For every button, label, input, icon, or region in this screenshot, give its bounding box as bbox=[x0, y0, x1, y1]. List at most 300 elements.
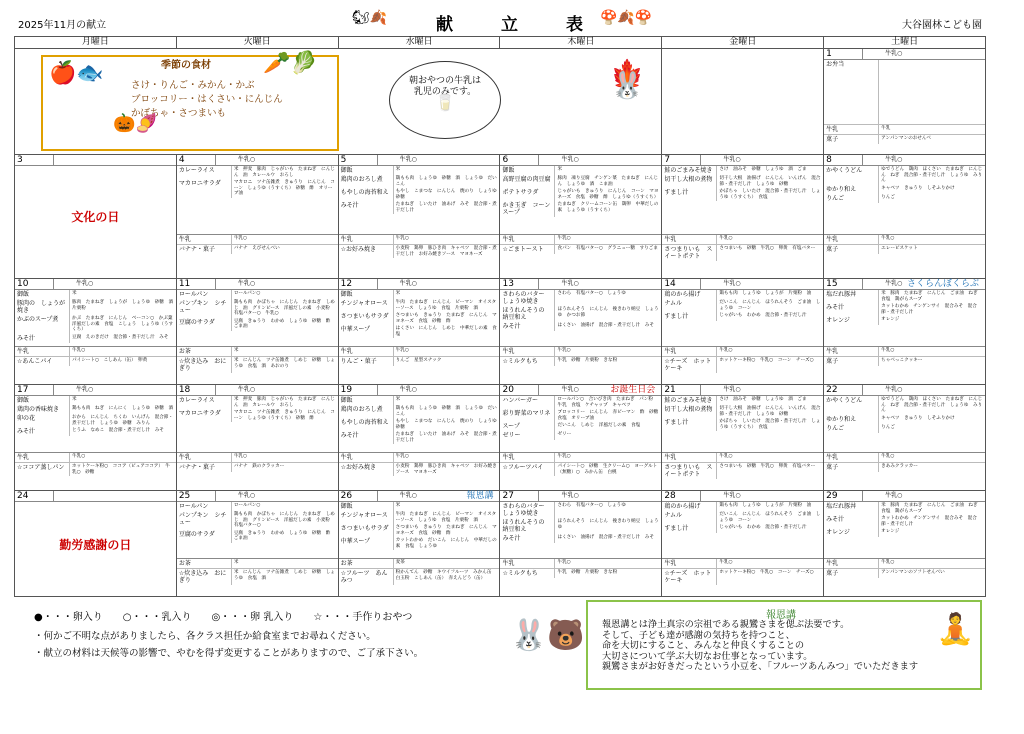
snack-name: 牛乳 bbox=[662, 347, 717, 356]
menu-dish: みそ汁 bbox=[500, 322, 555, 331]
menu-ingredients: かぶ たまねぎ にんじん ベーコン○ かぶ葉 洋風だしの素 食塩 こしょう しょうゆ（うすくち） bbox=[72, 316, 178, 332]
menu-row bbox=[339, 312, 500, 325]
day-cell-13 bbox=[500, 279, 662, 385]
snack-row bbox=[500, 235, 661, 245]
snack-ingredients: 牛乳○ bbox=[395, 348, 409, 353]
weekday-header: 水曜日 bbox=[338, 37, 500, 49]
menu-dish: かやくうどん bbox=[824, 166, 879, 185]
snack-row bbox=[339, 453, 500, 463]
menu-row bbox=[824, 415, 985, 424]
snack-name: 牛乳 bbox=[15, 347, 70, 356]
snack-ingredients: 牛乳○ bbox=[557, 236, 571, 241]
lunch-section bbox=[500, 166, 661, 235]
snack-name: 牛乳 bbox=[339, 453, 394, 462]
lunch-section bbox=[15, 396, 176, 453]
snack-row bbox=[500, 357, 661, 366]
snack-name: 牛乳 bbox=[662, 453, 717, 462]
snack-ingredients: バナナ 鉄のクラッカー bbox=[233, 464, 285, 469]
snack-ingredients: 牛乳○ bbox=[557, 348, 571, 353]
week-row bbox=[15, 155, 986, 279]
date-number: 10 牛乳○ bbox=[15, 279, 176, 290]
menu-row bbox=[824, 502, 985, 515]
snack-ingredients: 牛乳○ bbox=[395, 454, 409, 459]
fruit-icon: 🍎🐟 bbox=[49, 61, 104, 86]
menu-ingredients: はくさい 油揚げ 混合節・煮干だし汁 みそ bbox=[557, 535, 654, 540]
snack-name: バナナ・菓子 bbox=[177, 463, 232, 472]
event-label: お誕生日会 bbox=[610, 385, 656, 395]
menu-ingredients: さけ 油みそ 砂糖 しょうゆ 酒 ごま bbox=[719, 167, 807, 172]
month-label: 2025年11月の献立 bbox=[18, 20, 107, 31]
menu-row bbox=[177, 530, 338, 543]
menu-row bbox=[662, 405, 823, 418]
menu-dish: ゆかり和え bbox=[824, 415, 879, 424]
snack-ingredients: 米 bbox=[233, 560, 239, 565]
menu-row bbox=[662, 290, 823, 299]
menu-ingredients: ブロッコリー にんじん 赤ピーマン 酢 砂糖 食塩 オリーブ油 bbox=[557, 410, 663, 421]
menu-dish: さわらのバター しょうゆ焼き bbox=[500, 290, 555, 306]
menu-dish: ゼリー bbox=[500, 431, 555, 440]
snack-ingredients: きあみクラッカー bbox=[881, 464, 918, 469]
menu-ingredients: 切干し大根 油揚げ にんじん いんげん 混合節・煮干だし汁 しょうゆ 砂糖 bbox=[719, 406, 821, 417]
snack-ingredients: パイシート○ 砂糖 生クリーム○ ヨーグルト（無糖）○ みかん缶 白桃 bbox=[557, 464, 658, 475]
menu-dish: パンプキン シチュー bbox=[177, 299, 232, 318]
snack-name: 牛乳 bbox=[177, 453, 232, 462]
menu-table bbox=[14, 36, 986, 597]
menu-dish: 豚肉の しょうが焼き bbox=[15, 299, 70, 315]
menu-ingredients: ロールパン○ bbox=[233, 503, 261, 508]
menu-row bbox=[15, 427, 176, 436]
lunch-section bbox=[177, 290, 338, 347]
menu-ingredients: はくさい にんじん しめじ 中華だしの素 食塩 bbox=[395, 326, 497, 337]
menu-dish: さつまいもサラダ bbox=[339, 312, 394, 325]
menu-row bbox=[177, 179, 338, 198]
week-row bbox=[15, 279, 986, 385]
menu-dish: りんご bbox=[824, 194, 879, 203]
snack-row bbox=[824, 235, 985, 245]
snack-row bbox=[339, 559, 500, 569]
lunch-section bbox=[824, 166, 985, 235]
snack-ingredients: 米 にんじん ツナ缶雑煮 しめじ 砂糖 しょうゆ 食塩 酒 bbox=[233, 570, 335, 581]
day-cell-12 bbox=[338, 279, 500, 385]
date-number: 15 牛乳○ さくらんぼくらぶ bbox=[824, 279, 985, 290]
menu-dish: みそ汁 bbox=[500, 534, 555, 543]
menu-dish: 卯の花 bbox=[15, 414, 70, 427]
menu-ingredients: 豆腐 きゅうり わかめ しょうゆ 砂糖 酢 ごま油 bbox=[233, 318, 335, 329]
snack-row bbox=[824, 357, 985, 366]
menu-dish: スープ bbox=[500, 422, 555, 431]
menu-dish: ほうれんそうの 納豆和え bbox=[500, 518, 555, 534]
menu-ingredients: じゃがいも きゅうり にんじん コーン マヨネーズ 食塩 砂糖 酢 しょうゆ（うすくち） bbox=[557, 189, 659, 200]
menu-row bbox=[500, 175, 661, 188]
note-2: ・献立の材料は天候等の影響で、やむを得ず変更することがありますので、ご了承下さい。 bbox=[34, 648, 424, 659]
snack-row bbox=[500, 569, 661, 578]
milk-note-bubble: 朝おやつの牛乳は 乳児のみです。 🥛 bbox=[389, 61, 501, 139]
snack-name: ☆お好み焼き bbox=[339, 463, 394, 476]
menu-dish: みそ汁 bbox=[15, 334, 70, 343]
menu-row bbox=[339, 511, 500, 524]
menu-ingredients: 鶏もも肉 しょうゆ 砂糖 酒 しょうゆ だいこん bbox=[395, 406, 497, 417]
menu-ingredients: りんご bbox=[881, 194, 895, 200]
snack-ingredients: 牛乳○ bbox=[557, 454, 571, 459]
date-number: 29 牛乳○ bbox=[824, 491, 985, 502]
date-number: 17 牛乳○ bbox=[15, 385, 176, 396]
menu-ingredients: じゃがいも わかめ 混合節・煮干だし汁 bbox=[719, 525, 807, 530]
date-number: 13 牛乳○ bbox=[500, 279, 661, 290]
menu-row bbox=[824, 185, 985, 194]
menu-row bbox=[662, 175, 823, 188]
date-number: 26 牛乳○ 報恩講 bbox=[339, 491, 500, 502]
snack-name: お茶 bbox=[177, 347, 232, 356]
menu-dish: 御飯 bbox=[339, 396, 394, 405]
date-number: 27 牛乳○ bbox=[500, 491, 661, 502]
snack-row bbox=[662, 463, 823, 479]
school-name: 大谷園林こども園 bbox=[902, 20, 982, 31]
menu-row bbox=[339, 418, 500, 431]
date-number: 18 牛乳○ bbox=[177, 385, 338, 396]
snack-row bbox=[662, 357, 823, 373]
menu-dish: チンジャオロース bbox=[339, 299, 394, 312]
date-number: 4 牛乳○ bbox=[177, 155, 338, 166]
menu-ingredients: ほうれんそう にんじん 挽きわり納豆 しょうゆ bbox=[557, 519, 659, 530]
holiday-label: 文化の日 bbox=[71, 210, 120, 224]
menu-ingredients: たまねぎ しいたけ 油あげ みそ 混合節・煮干だし汁 bbox=[395, 432, 497, 443]
menu-dish: 高野豆腐の肉豆腐 bbox=[500, 175, 555, 188]
menu-ingredients: 米 bbox=[395, 503, 401, 508]
menu-ingredients: たまねぎ しいたけ 油あげ みそ 混合節・煮干だし汁 bbox=[395, 202, 497, 213]
day-cell-24 bbox=[15, 491, 177, 597]
date-number: 12 牛乳○ bbox=[339, 279, 500, 290]
week-row bbox=[15, 49, 986, 155]
menu-row bbox=[339, 299, 500, 312]
menu-row bbox=[500, 166, 661, 175]
menu-ingredients: 米 bbox=[395, 167, 401, 172]
menu-dish: りんご bbox=[824, 424, 879, 433]
snack-name: お茶 bbox=[177, 559, 232, 568]
snack-name: ☆あんこパイ bbox=[15, 357, 70, 366]
snack-row bbox=[339, 245, 500, 258]
menu-dish: 御飯 bbox=[339, 290, 394, 299]
menu-row bbox=[824, 396, 985, 415]
menu-dish: すまし汁 bbox=[662, 524, 717, 533]
menu-row bbox=[824, 194, 985, 203]
animals-icon: 🐰🐻 bbox=[510, 618, 585, 653]
snack-row bbox=[824, 245, 985, 254]
menu-row bbox=[824, 290, 985, 303]
menu-ingredients: 米 bbox=[557, 167, 563, 172]
menu-ingredients: ロールパン○ 合いびき肉 たまねぎ パン粉 牛乳 食塩 ケチャップ キャベツ bbox=[557, 397, 658, 408]
snack-name: 牛乳 bbox=[824, 453, 879, 462]
weekday-header-row bbox=[15, 37, 986, 49]
menu-ingredients: カットわかめ だいこん にんじん 中華だしの素 食塩 しょうゆ bbox=[395, 538, 497, 549]
snack-ingredients: 牛乳○ bbox=[881, 236, 895, 241]
snack-ingredients: 小麦粉 鶏卵 豚ひき肉 キャベツ 混合節・煮干だし汁 お好み焼きソース マヨネーズ bbox=[395, 246, 497, 257]
snack-row bbox=[339, 569, 500, 585]
day-cell-26 bbox=[338, 491, 500, 597]
menu-row bbox=[500, 534, 661, 543]
week-row bbox=[15, 385, 986, 491]
menu-ingredients: 牛肉 たまねぎ にんじん ピーマン オイスターソース しょうゆ 食塩 片栗粉 酒 bbox=[395, 300, 497, 311]
snack-row bbox=[177, 245, 338, 254]
menu-dish: マカロニサラダ bbox=[177, 179, 232, 198]
snack-row bbox=[500, 347, 661, 357]
snack-row bbox=[339, 347, 500, 357]
snack-ingredients: 米 にんじん ツナ缶雑煮 しめじ 砂糖 しょうゆ 食塩 酒 あおのり bbox=[233, 358, 335, 369]
menu-ingredients: 豚肉 凍り豆腐 チンゲン菜 たまねぎ にんじん しょうゆ 酒 こま油 bbox=[557, 176, 659, 187]
menu-dish: もやしの海苔和え bbox=[339, 418, 394, 431]
leaves-rabbit-icon: 🍁🍁🐰 bbox=[611, 59, 644, 101]
menu-dish: かぶのスープ煮 bbox=[15, 315, 70, 334]
day-cell-10 bbox=[15, 279, 177, 385]
menu-dish: すまし汁 bbox=[662, 188, 717, 201]
menu-dish: ハンバーガー bbox=[500, 396, 555, 409]
snack-name: 菓子 bbox=[824, 463, 879, 472]
menu-dish: 御飯 bbox=[339, 166, 394, 175]
snack-row bbox=[177, 357, 338, 373]
menu-row bbox=[662, 312, 823, 321]
snack-row bbox=[177, 235, 338, 245]
menu-row bbox=[15, 405, 176, 414]
snack-name: 牛乳 bbox=[662, 559, 717, 568]
snack-ingredients: 食パン 有塩バター○ グラニュー糖 すりごま bbox=[557, 246, 658, 251]
lunch-section bbox=[339, 396, 500, 453]
menu-row bbox=[339, 431, 500, 444]
menu-row bbox=[824, 515, 985, 528]
mushroom-icon: 🍄🍂🍄 bbox=[600, 10, 653, 26]
menu-ingredients: ゼリー bbox=[557, 432, 572, 437]
menu-row bbox=[177, 290, 338, 299]
snack-name: 牛乳 bbox=[500, 453, 555, 462]
menu-ingredients: カットわかめ チンゲンサイ 混合みそ 混合節・煮干だし汁 bbox=[881, 516, 977, 527]
snack-name: 牛乳 bbox=[339, 235, 394, 244]
menu-ingredients: 米 豚肉 たまねぎ にんじん ごま油 ねぎ 食塩 鶏がらスープ bbox=[881, 503, 983, 514]
weekday-header: 土曜日 bbox=[824, 37, 986, 49]
monk-icon: 🧘 bbox=[936, 612, 974, 647]
menu-ingredients: 米 bbox=[72, 397, 77, 402]
date-number: 5 牛乳○ bbox=[339, 155, 500, 166]
snack-name: ☆お好み焼き bbox=[339, 245, 394, 258]
day-cell-5 bbox=[338, 155, 500, 279]
snack-name: さつまりいも スイートポテト bbox=[662, 245, 717, 261]
menu-ingredients: ロールパン○ bbox=[233, 291, 261, 296]
menu-row bbox=[500, 306, 661, 322]
menu-dish: 塩だれ豚丼 bbox=[824, 290, 879, 303]
menu-ingredients: 米 bbox=[72, 291, 77, 296]
snack-name: 牛乳 bbox=[500, 559, 555, 568]
date-number: 25 牛乳○ bbox=[177, 491, 338, 502]
menu-row bbox=[500, 322, 661, 331]
snack-row bbox=[824, 347, 985, 357]
snack-ingredients: ホットケーキ粉○ ココア（ピュアココア） 牛乳○ 砂糖 bbox=[72, 464, 170, 475]
day-cell-28 bbox=[662, 491, 824, 597]
menu-ingredients: 米 押麦 豚肉 じゃがいも たまねぎ にんじん 油 カレールウ おろし bbox=[233, 397, 335, 408]
snack-name: 牛乳 bbox=[824, 347, 879, 356]
menu-row bbox=[662, 299, 823, 312]
weekday-header: 木曜日 bbox=[500, 37, 662, 49]
snack-ingredients: 粉かんてん 砂糖 キウイフルーツ みかん缶 白玉粉 こしあん（缶） 赤えんどう（缶） bbox=[395, 570, 497, 581]
date-number: 3 bbox=[15, 155, 176, 166]
date-number: 24 bbox=[15, 491, 176, 502]
event-label: さくらんぼくらぶ bbox=[906, 279, 979, 289]
snack-row bbox=[824, 559, 985, 569]
day-cell-25 bbox=[176, 491, 338, 597]
snack-row bbox=[500, 453, 661, 463]
holiday-label: 勤労感謝の日 bbox=[59, 538, 132, 552]
lunch-section bbox=[500, 396, 661, 453]
menu-row bbox=[15, 315, 176, 334]
snack-name: 菓子 bbox=[824, 569, 879, 578]
empty-cell bbox=[662, 49, 824, 155]
menu-dish: 御飯 bbox=[500, 166, 555, 175]
snack-ingredients: ホットケーキ粉○ 牛乳○ コーン チーズ○ bbox=[719, 570, 814, 575]
lunch-section bbox=[15, 290, 176, 347]
date-number: 19 牛乳○ bbox=[339, 385, 500, 396]
menu-dish: カレーライス bbox=[177, 396, 232, 409]
snack-name: りんご・菓子 bbox=[339, 357, 394, 366]
menu-dish: 豆腐のサラダ bbox=[177, 530, 232, 543]
menu-ingredients: もやし こまつな にんじん 焼のり しょうゆ 砂糖 bbox=[395, 419, 502, 430]
menu-row bbox=[339, 290, 500, 299]
menu-ingredients: 切干し大根 油揚げ にんじん いんげん 混合節・煮干だし汁 しょうゆ 砂糖 bbox=[719, 176, 821, 187]
snack-row bbox=[662, 453, 823, 463]
snack-ingredients: 牛乳○ bbox=[395, 236, 409, 241]
menu-dish: 豆腐のサラダ bbox=[177, 318, 232, 331]
menu-dish: みそ汁 bbox=[339, 201, 394, 214]
day-cell-20 bbox=[500, 385, 662, 491]
menu-dish: 鶏のから揚げ bbox=[662, 290, 717, 299]
menu-dish: みそ汁 bbox=[15, 427, 70, 436]
menu-row bbox=[15, 396, 176, 405]
menu-dish: カレーライス bbox=[177, 166, 232, 179]
menu-row bbox=[824, 303, 985, 316]
menu-dish: みそ汁 bbox=[339, 431, 394, 444]
day-cell-18 bbox=[176, 385, 338, 491]
day-cell-3 bbox=[15, 155, 177, 279]
snack-name: ☆炊き込み おにぎり bbox=[177, 569, 232, 585]
snack-name: 牛乳 bbox=[339, 347, 394, 356]
menu-ingredients: とうふ なめこ 混合節・煮干だし汁 みそ bbox=[72, 428, 164, 433]
snack-ingredients: 麦茶 bbox=[395, 560, 405, 565]
menu-row bbox=[500, 201, 661, 217]
snack-name: 牛乳 bbox=[824, 559, 879, 568]
menu-dish: 鶏肉の香味焼き bbox=[15, 405, 70, 414]
snack-ingredients: 小麦粉 鶏卵 豚ひき肉 キャベツ お好み焼きソース マヨネーズ bbox=[395, 464, 497, 475]
menu-dish: 鮭のごまみそ焼き bbox=[662, 396, 717, 405]
snack-ingredients: 牛乳○ bbox=[881, 560, 895, 565]
day-cell-8 bbox=[824, 155, 986, 279]
menu-dish: ほうれんそうの 納豆和え bbox=[500, 306, 555, 322]
snack-ingredients: ホットケーキ粉○ 牛乳○ コーン チーズ○ bbox=[719, 358, 814, 363]
day-cell-1: 1 牛乳○ お弁当 牛乳 牛乳 菓子 アンパンマンのおせんべ bbox=[824, 49, 986, 155]
menu-dish: 鶏のから揚げ bbox=[662, 502, 717, 511]
menu-ingredients: だいこん しめじ 洋風だしの素 食塩 bbox=[557, 423, 641, 428]
snack-ingredients: 牛乳○ bbox=[719, 348, 733, 353]
menu-dish: 御飯 bbox=[15, 290, 70, 299]
snack-ingredients: 牛乳○ bbox=[557, 560, 571, 565]
menu-ingredients: 鶏もも肉 しょうゆ しょうが 片栗粉 油 bbox=[719, 503, 812, 508]
menu-row bbox=[662, 418, 823, 431]
lunch-section bbox=[824, 502, 985, 559]
snack-ingredients: 牛乳○ bbox=[719, 560, 733, 565]
snack-name: ☆ココア蒸しパン bbox=[15, 463, 70, 476]
lunch-section bbox=[662, 166, 823, 235]
date-number: 11 牛乳○ bbox=[177, 279, 338, 290]
menu-ingredients: さけ 油みそ 砂糖 しょうゆ 酒 ごま bbox=[719, 397, 807, 402]
day-cell-11 bbox=[176, 279, 338, 385]
menu-dish: 切干し大根の煮物 bbox=[662, 175, 717, 188]
menu-ingredients: 豆腐 えのきだけ 混合節・煮干だし汁 みそ bbox=[72, 334, 169, 340]
cup-icon: 🥛 bbox=[435, 93, 455, 112]
snack-ingredients: パイシート○ こしあん（缶） 卵黄 bbox=[72, 358, 148, 363]
menu-dish: ナムル bbox=[662, 299, 717, 312]
weekday-header: 金曜日 bbox=[662, 37, 824, 49]
legend: ●・・・卵入り ○・・・乳入り ◎・・・卵 乳入り ☆・・・手作りおやつ bbox=[34, 612, 413, 623]
menu-row bbox=[339, 325, 500, 338]
snack-row bbox=[824, 463, 985, 472]
snack-row bbox=[15, 453, 176, 463]
menu-ingredients: だいこん にんじん ほうれんそう ごま油 しょうゆ コーン bbox=[719, 300, 821, 311]
weekday-header: 月曜日 bbox=[15, 37, 177, 49]
menu-row bbox=[339, 405, 500, 418]
menu-ingredients: さわら 有塩バター○ しょうゆ bbox=[557, 503, 626, 508]
snack-ingredients: 牛乳○ bbox=[233, 454, 248, 459]
menu-row bbox=[177, 318, 338, 331]
menu-dish: 御飯 bbox=[339, 502, 394, 511]
menu-row bbox=[500, 518, 661, 534]
weekday-header: 火曜日 bbox=[176, 37, 338, 49]
menu-ingredients: ゆでうどん 鶏肉 ほくさい たまねぎ にんじん ねぎ 混合節・煮干だし汁 しょうゆ みりん bbox=[881, 167, 983, 183]
snack-row bbox=[15, 357, 176, 366]
snack-name: ☆フルーツ あんみつ bbox=[339, 569, 394, 585]
menu-ingredients: 牛肉 たまねぎ にんじん ピーマン オイスターソース しょうゆ 食塩 片栗粉 酒 bbox=[395, 512, 497, 523]
day-cell-15 bbox=[824, 279, 986, 385]
snack-name: ☆ミルクもち bbox=[500, 569, 555, 578]
menu-dish: かき玉ぎ コーンスープ bbox=[500, 201, 555, 217]
day-cell-17 bbox=[15, 385, 177, 491]
menu-ingredients: たまねぎ クリームコーン缶 鶏卵 中華だしの素 しょうゆ（うすくち） bbox=[557, 202, 659, 213]
snack-ingredients: りんご 星型スナック bbox=[395, 358, 442, 363]
menu-dish: さわらのバター しょうゆ焼き bbox=[500, 502, 555, 518]
menu-row bbox=[15, 334, 176, 343]
date-number: 22 牛乳○ bbox=[824, 385, 985, 396]
snack-name: 牛乳 bbox=[500, 347, 555, 356]
lunch-section bbox=[177, 396, 338, 453]
snack-name: バナナ・菓子 bbox=[177, 245, 232, 254]
menu-ingredients: 鶏もも肉 しょうゆ しょうが 片栗粉 油 bbox=[719, 291, 812, 296]
snack-ingredients: さつまいも 砂糖 牛乳○ 卵黄 有塩バター bbox=[719, 246, 816, 251]
snack-row bbox=[662, 347, 823, 357]
menu-dish: みそ汁 bbox=[824, 515, 879, 528]
menu-ingredients: はくさい 油揚げ 混合節・煮干だし汁 みそ bbox=[557, 323, 654, 328]
menu-ingredients: オレンジ bbox=[881, 529, 900, 534]
snack-row bbox=[500, 559, 661, 569]
menu-row bbox=[339, 396, 500, 405]
day-cell-19 bbox=[338, 385, 500, 491]
menu-ingredients: 鶏もも肉 ねぎ にんにく しょうゆ 砂糖 酒 bbox=[72, 406, 174, 411]
menu-dish: ポテトサラダ bbox=[500, 188, 555, 201]
snack-ingredients: 牛乳○ bbox=[719, 236, 733, 241]
snack-row bbox=[177, 453, 338, 463]
lunch-section bbox=[662, 396, 823, 453]
snack-ingredients: アンパンマンのソフトせんべい bbox=[881, 570, 945, 575]
menu-dish: 鶏肉のおろし煮 bbox=[339, 405, 394, 418]
pumpkin-icon: 🎃🍠 bbox=[113, 113, 158, 134]
snack-row bbox=[662, 559, 823, 569]
menu-dish: みそ汁 bbox=[824, 303, 879, 316]
snack-row bbox=[177, 463, 338, 472]
menu-dish: チンジャオロース bbox=[339, 511, 394, 524]
menu-ingredients: キャベツ きゅうり しそふりかけ bbox=[881, 185, 955, 191]
menu-row bbox=[177, 502, 338, 511]
